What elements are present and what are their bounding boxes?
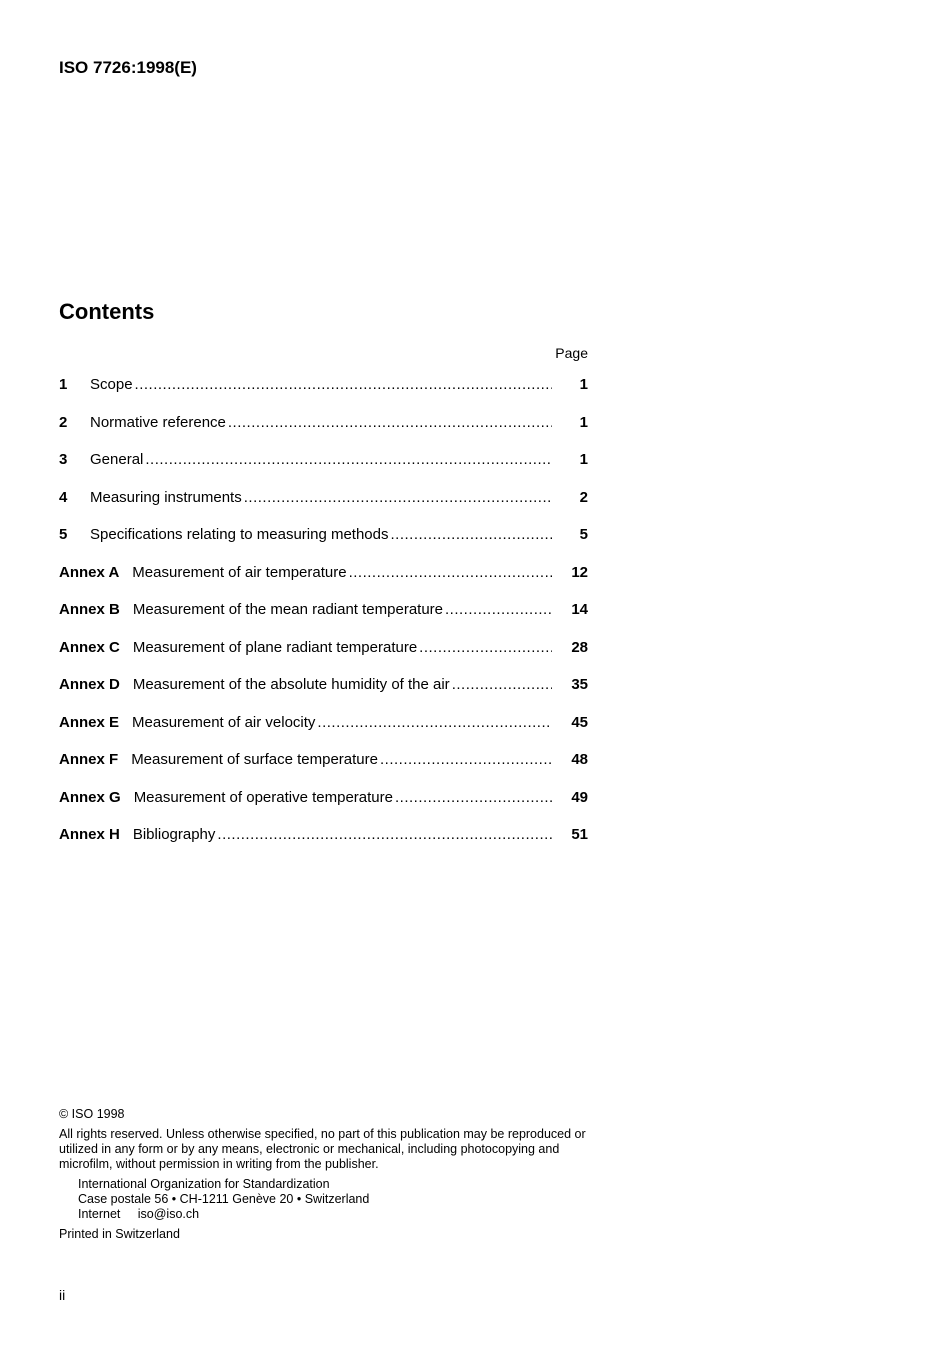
toc-entry-title: Measurement of air temperature: [132, 563, 347, 581]
toc-entry-number: Annex F: [59, 751, 119, 768]
toc-entry-title: Measurement of surface temperature: [131, 751, 378, 768]
copyright-block: [59, 1107, 599, 1242]
document-id: ISO 7726:1998(E): [59, 58, 197, 77]
dot-leader: [228, 414, 552, 431]
contents-title: Contents: [59, 299, 155, 324]
toc-entry-page: 49: [571, 788, 588, 806]
toc-entry-page: 28: [571, 638, 588, 656]
toc-entry-page: 45: [571, 713, 588, 731]
toc-entry-page: 35: [571, 676, 588, 693]
toc-entry-number: Annex E: [59, 713, 120, 731]
toc-entry-number: 1: [59, 376, 68, 393]
toc-entry-4[interactable]: [59, 489, 588, 527]
address-line: Internet iso@iso.ch: [78, 1207, 200, 1221]
dot-leader: [419, 639, 552, 656]
toc-entry-page: 1: [579, 451, 588, 468]
toc-entry-page: 14: [571, 601, 588, 618]
toc-entry-2[interactable]: [59, 414, 588, 452]
toc-entry-title: Measurement of the mean radiant temperature: [132, 601, 444, 618]
toc-entry-page: 51: [571, 826, 588, 843]
toc-entry-title: Measurement of plane radiant temperature: [132, 638, 418, 656]
toc-entry-3[interactable]: [59, 451, 588, 489]
toc-entry-number: 4: [59, 488, 68, 506]
toc-entry-title: Scope: [90, 376, 133, 393]
toc-entry-annex-d[interactable]: [59, 676, 588, 714]
toc-entry-number: 5: [59, 526, 68, 543]
toc-entry-annex-e[interactable]: [59, 714, 588, 752]
page-column-label: Page: [555, 345, 588, 361]
toc-entry-page: 48: [571, 751, 588, 768]
toc-entry-annex-f[interactable]: [59, 751, 588, 789]
toc-entry-annex-a[interactable]: [59, 564, 588, 602]
dot-leader: [317, 714, 552, 731]
dot-leader: [349, 564, 552, 581]
toc-entry-title: Measurement of operative temperature: [133, 788, 393, 806]
toc-entry-5[interactable]: [59, 526, 588, 564]
dot-leader: [217, 826, 552, 843]
toc-entry-number: Annex H: [59, 826, 120, 843]
toc-entry-title: Normative reference: [90, 413, 226, 431]
toc-entry-annex-h[interactable]: [59, 826, 588, 864]
toc-entry-title: Measurement of the absolute humidity of the air: [132, 676, 450, 693]
toc-entry-page: 12: [571, 563, 588, 581]
toc-entry-title: General: [90, 451, 144, 468]
dot-leader: [395, 789, 552, 806]
toc-entry-page: 1: [579, 376, 588, 393]
dot-leader: [244, 489, 552, 506]
toc-entry-page: 5: [579, 526, 588, 543]
dot-leader: [445, 601, 552, 618]
page-number: ii: [59, 1287, 66, 1303]
dot-leader: [145, 451, 552, 468]
toc-entry-title: Specifications relating to measuring methods: [90, 526, 389, 543]
toc-entry-number: Annex D: [59, 676, 120, 693]
toc-entry-annex-c[interactable]: [59, 639, 588, 677]
rights-statement: All rights reserved. Unless otherwise specified, no part of this publication may be reproduced or utilized in any form or by any means, electronic or mechanical, including photocopying and microfilm, without permission in writing from the publisher.: [59, 1127, 586, 1171]
toc-entry-number: 2: [59, 413, 68, 431]
dot-leader: [391, 526, 553, 543]
toc-entry-page: 2: [579, 488, 588, 506]
table-of-contents: [59, 376, 588, 864]
toc-entry-number: Annex G: [59, 788, 121, 806]
dot-leader: [135, 376, 552, 393]
dot-leader: [452, 676, 552, 693]
printed-in: Printed in Switzerland: [59, 1227, 180, 1241]
toc-entry-title: Measurement of air velocity: [132, 713, 316, 731]
address-line: Case postale 56 • CH-1211 Genève 20 • Switzerland: [78, 1192, 370, 1206]
toc-entry-title: Measuring instruments: [90, 488, 242, 506]
toc-entry-number: Annex C: [59, 638, 120, 656]
toc-entry-1[interactable]: [59, 376, 588, 414]
toc-entry-number: Annex A: [59, 563, 120, 581]
address-line: International Organization for Standardization: [78, 1177, 330, 1191]
toc-entry-number: 3: [59, 451, 68, 468]
toc-entry-number: Annex B: [59, 601, 120, 618]
toc-entry-title: Bibliography: [132, 826, 216, 843]
dot-leader: [380, 751, 552, 768]
publisher-address: [59, 1177, 599, 1222]
copyright-notice: © ISO 1998: [59, 1107, 125, 1121]
toc-entry-annex-b[interactable]: [59, 601, 588, 639]
toc-entry-page: 1: [579, 413, 588, 431]
toc-entry-annex-g[interactable]: [59, 789, 588, 827]
